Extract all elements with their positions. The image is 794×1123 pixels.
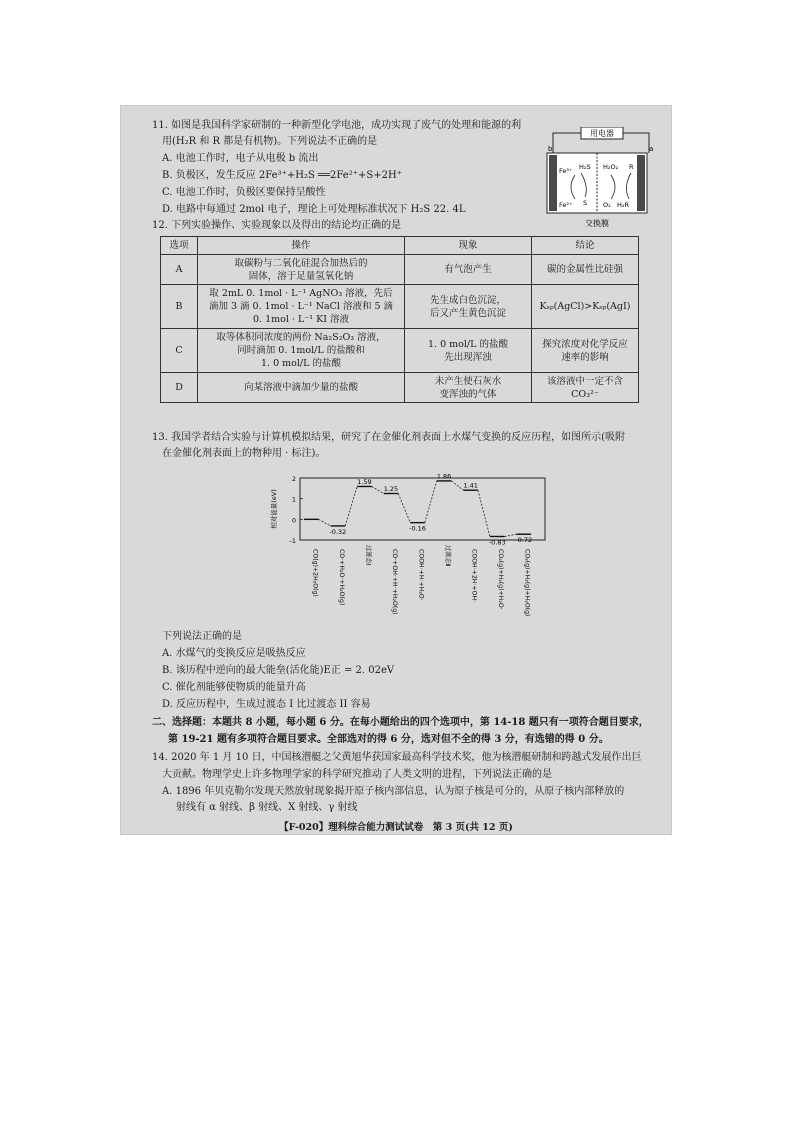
q12-cell-conclusion (532, 329, 639, 373)
q12-cell-operation-line: 向某溶液中滴加少量的盐酸 (243, 382, 358, 393)
q12-cell-phenomenon (405, 373, 532, 403)
q12-cell-operation-line: 固体，溶于足量氢氧化钠 (248, 270, 354, 282)
q12-row-a (161, 255, 639, 285)
q12-row-c (161, 329, 639, 373)
y-axis-label: 相对能量(eV) (270, 489, 278, 529)
q12-stem: 12. 下列实验操作、实验现象以及得出的结论均正确的是 (152, 220, 402, 231)
q11-stem-line1: 11. 如图是我国科学家研制的一种新型化学电池，成功实现了废气的处理和能源的利 (152, 120, 522, 131)
electrode-b-label: b (548, 145, 553, 153)
data-label: 1.41 (463, 481, 478, 490)
q12-cell-operation (198, 329, 405, 373)
y-tick-label: 1 (291, 495, 296, 504)
q12-row-b (161, 285, 639, 329)
h2s-label: H₂S (579, 163, 591, 171)
q12-cell-operation (198, 373, 405, 403)
q11-option-c: C. 电池工作时，负极区要保持呈酸性 (162, 187, 326, 198)
q12-cell-phenomenon-line: 1. 0 mol/L 的盐酸 (428, 338, 508, 350)
x-category-label: CO·+H₂O·+H₂O(g) (337, 549, 345, 606)
q12-cell-phenomenon (405, 255, 532, 285)
connector-line (345, 486, 357, 525)
q12-cell-conclusion-line: 碳的金属性比硅强 (546, 264, 623, 275)
q13-stem-line2: 在金催化剂表面上的物种用 · 标注)。 (162, 448, 326, 459)
q12-cell-conclusion (532, 285, 639, 329)
q12-cell-option: A (161, 255, 198, 285)
q13-option-a: A. 水煤气的变换反应是吸热反应 (162, 648, 306, 659)
y-tick-label: 0 (291, 516, 296, 525)
q11-option-d: D. 电路中每通过 2mol 电子，理论上可处理标准状况下 H₂S 22. 4L (162, 204, 466, 215)
q12-cell-operation (198, 285, 405, 329)
data-label: -0.83 (488, 538, 506, 547)
q14-stem-line1: 14. 2020 年 1 月 10 日，中国核潜艇之父黄旭华获国家最高科学技术奖，他为核潜艇研制和跨越式发展作出巨 (152, 752, 642, 763)
q13-option-b: B. 该历程中逆向的最大能垒(活化能)E正 = 2. 02eV (162, 665, 395, 676)
device-label: 用电器 (590, 129, 614, 138)
wire-left (553, 133, 581, 153)
q12-cell-conclusion (532, 373, 639, 403)
q11-stem-line2: 用(H₂R 和 R 都是有机物)。下列说法不正确的是 (162, 136, 378, 147)
q12-cell-phenomenon-line: 有气泡产生 (444, 264, 492, 275)
q12-cell-operation (198, 255, 405, 285)
q12-cell-conclusion-line: 探究浓度对化学反应 (542, 338, 628, 350)
membrane-label: 交换膜 (585, 219, 609, 228)
q12-cell-conclusion-line: Kₛₚ(AgCl)>Kₛₚ(AgI) (539, 301, 631, 312)
q12-cell-phenomenon-line: 变浑浊的气体 (439, 388, 497, 400)
data-label: -0.16 (409, 524, 426, 533)
section2-line2: 第 19-21 题有多项符合题目要求。全部选对的得 6 分，选对但不全的得 3 分，有选错的得 0 分。 (168, 734, 609, 745)
q14-stem-line2: 大贡献。物理学史上许多物理学家的科学研究推动了人类文明的进程，下列说法正确的是 (162, 769, 552, 780)
data-label: 1.86 (436, 473, 452, 481)
energy-profile-chart (260, 473, 560, 628)
x-category-label: CO(g)+2H₂O(g) (311, 549, 319, 597)
h2r-label: H₂R (617, 201, 630, 209)
fe2-label: Fe²⁺ (559, 201, 573, 209)
y-tick-label: 2 (291, 475, 296, 483)
q12-cell-phenomenon-line: 未产生使石灰水 (434, 375, 502, 387)
section2-line1: 二、选择题：本题共 8 小题，每小题 6 分。在每小题给出的四个选项中，第 14-18 题只有一项符合题目要求， (152, 717, 649, 728)
q12-cell-operation-line: 0. 1mol · L⁻¹ KI 溶液 (253, 314, 349, 325)
q12-cell-operation-line: 滴加 3 滴 0. 1mol · L⁻¹ NaCl 溶液和 5 滴 (208, 301, 394, 312)
q12-header-row (161, 237, 639, 255)
x-category-label: CO·+OH·+H·+H₂O(g) (390, 549, 398, 615)
q13-option-d: D. 反应历程中，生成过渡态 I 比过渡态 II 容易 (162, 699, 371, 710)
header-option: 选项 (161, 237, 198, 255)
q12-cell-operation-line: 取 2mL 0. 1mol · L⁻¹ AgNO₃ 溶液，先后 (209, 288, 393, 299)
r-label: R (629, 163, 634, 171)
q14-option-a-line1: A. 1896 年贝克勒尔发现天然放射现象揭开原子核内部信息，认为原子核是可分的，从原子核内部释放的 (162, 786, 625, 797)
q12-cell-phenomenon-line: 先生成白色沉淀， (429, 294, 506, 306)
connector-line (451, 481, 463, 490)
q12-cell-option: C (161, 329, 198, 373)
o2-label: O₂ (603, 201, 611, 209)
q12-cell-operation-line: 取等体积同浓度的两份 Na₂S₂O₃ 溶液， (216, 332, 386, 343)
y-tick-label: -1 (289, 537, 296, 545)
q13-stem-line1: 13. 我国学者结合实验与计算机模拟结果，研究了在金催化剂表面上水煤气变换的反应历程，如图所示(吸附 (152, 432, 625, 443)
electrode-a-label: a (649, 145, 654, 153)
connector-line (372, 486, 384, 493)
header-conclusion: 结论 (532, 237, 639, 255)
data-label: 1.25 (383, 485, 399, 493)
q13-prompt: 下列说法正确的是 (162, 631, 242, 642)
x-category-label: COOH·+H·+H₂O· (417, 549, 425, 601)
data-label: 1.59 (357, 477, 372, 486)
wire-right (623, 133, 649, 153)
q11-option-b: B. 负极区，发生反应 2Fe³⁺+H₂S ══2Fe²⁺+S+2H⁺ (162, 170, 402, 181)
q12-cell-phenomenon-line: 先出现浑浊 (444, 351, 492, 363)
q12-row-d (161, 373, 639, 403)
q12-cell-conclusion-line: 该溶液中一定不含 CO₃²⁻ (546, 375, 623, 400)
q12-cell-operation-line: 1. 0 mol/L 的盐酸 (261, 358, 341, 369)
exam-page (120, 105, 672, 835)
q13-option-c: C. 催化剂能够使物质的能量升高 (162, 682, 306, 693)
fe3-label: Fe³⁺ (559, 167, 573, 175)
x-category-label: COOH·+2H·+OH· (470, 549, 478, 603)
electrode-a (637, 155, 645, 211)
header-operation: 操作 (198, 237, 405, 255)
connector-line (425, 481, 437, 523)
x-category-label: CO₂(g)+H₂(g)+H₂O(g) (523, 549, 531, 617)
page-footer: 【F-020】理科综合能力测试试卷 第 3 页(共 12 页) (279, 822, 513, 833)
data-label: -0.32 (329, 527, 347, 536)
x-category-label: 过渡态Ⅱ (444, 545, 452, 567)
q14-option-a-line2: 射线有 α 射线、β 射线、X 射线、γ 射线 (176, 802, 358, 813)
header-phenomenon: 现象 (405, 237, 532, 255)
q12-cell-option: D (161, 373, 198, 403)
q12-cell-phenomenon-line: 后又产生黄色沉淀 (429, 307, 506, 319)
q12-cell-option: B (161, 285, 198, 329)
q12-cell-phenomenon (405, 285, 532, 329)
data-label: -0.72 (515, 536, 533, 545)
q12-table (160, 236, 639, 403)
x-category-label: CO₂(g)+H₂(g)+H₂O· (497, 549, 505, 610)
s-label: S (583, 199, 588, 207)
q12-cell-conclusion (532, 255, 639, 285)
q12-cell-conclusion-line: 速率的影响 (561, 351, 609, 363)
connector-line (478, 490, 490, 536)
q12-cell-operation-line: 同时滴加 0. 1mol/L 的盐酸和 (237, 345, 365, 356)
q11-option-a: A. 电池工作时，电子从电极 b 流出 (162, 153, 319, 164)
h2o2-label: H₂O₂ (603, 163, 619, 171)
battery-diagram (545, 127, 657, 235)
q12-cell-operation-line: 取碳粉与二氧化硅混合加热后的 (234, 257, 368, 269)
electrode-b (549, 155, 557, 211)
q12-cell-phenomenon (405, 329, 532, 373)
connector-line (319, 519, 331, 526)
connector-line (398, 494, 410, 523)
x-category-label: 过渡态Ⅰ (364, 545, 372, 566)
